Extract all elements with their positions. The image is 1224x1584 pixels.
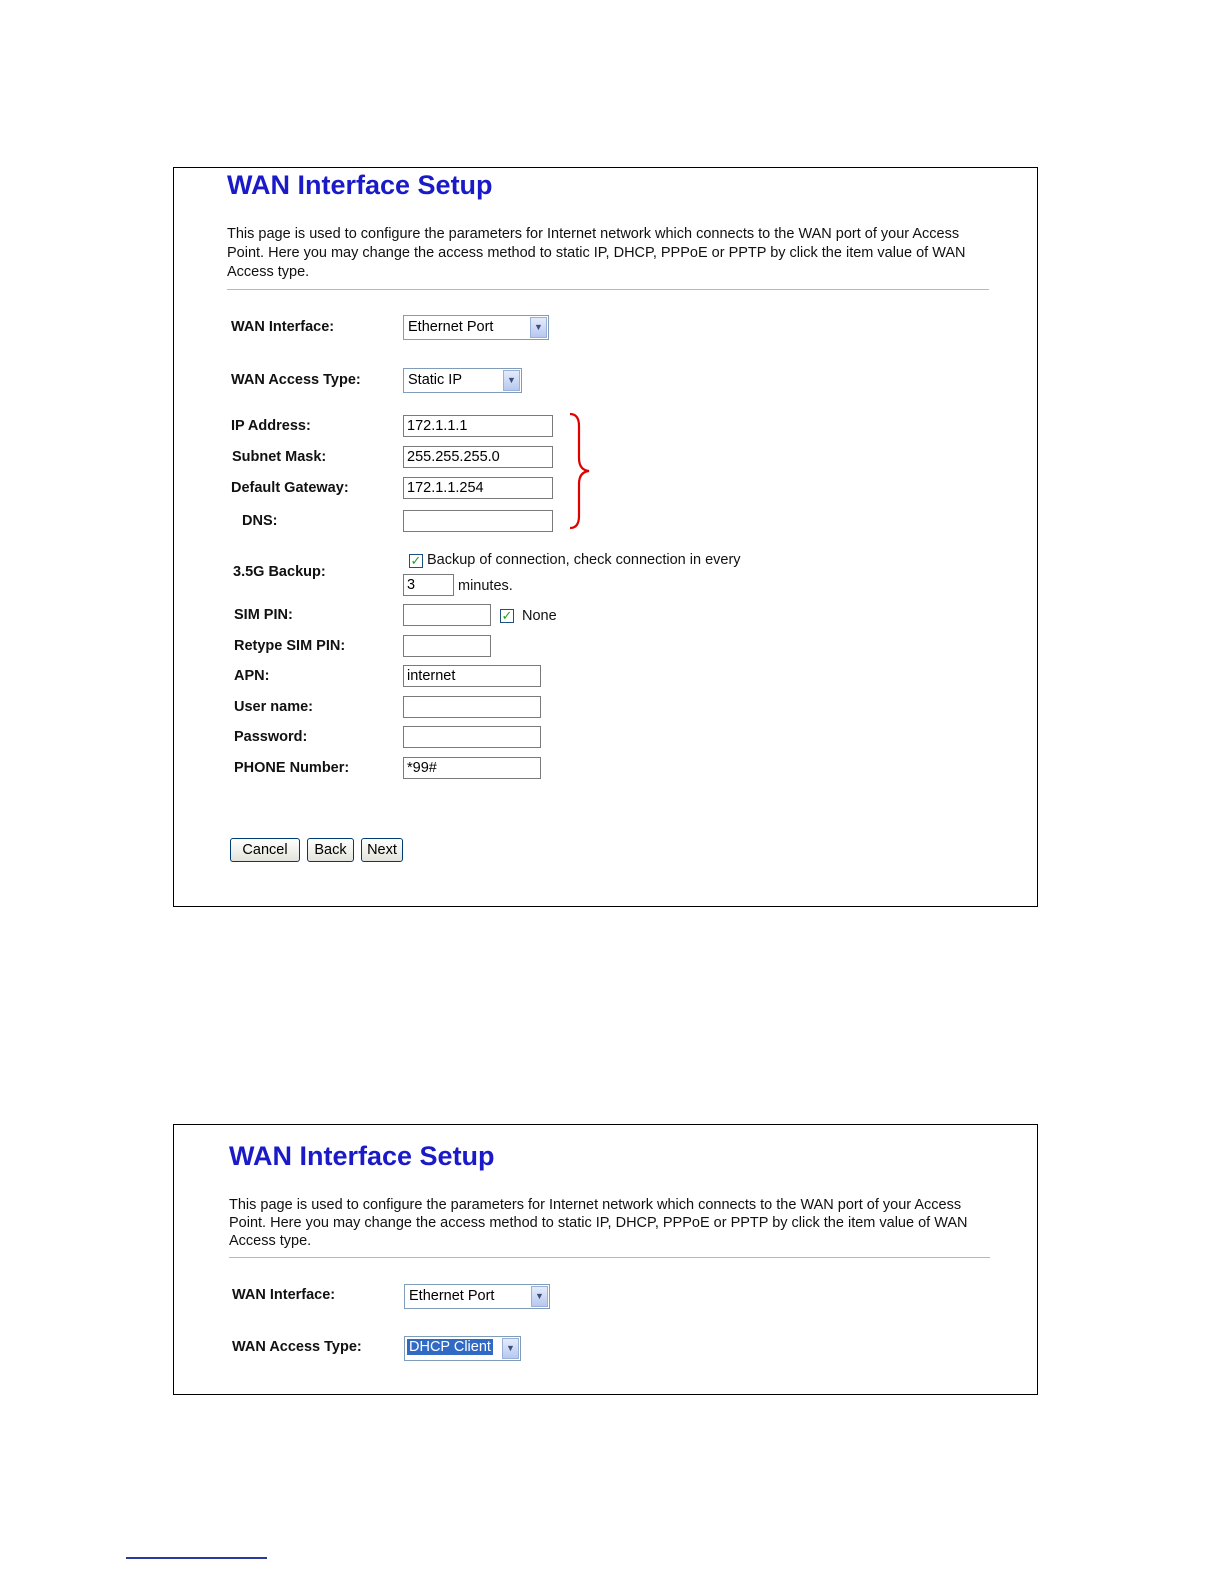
wan-interface-label: WAN Interface:	[231, 319, 335, 335]
wan-setup-static-ip-screenshot	[173, 167, 1038, 907]
wan-interface-value: Ethernet Port	[408, 319, 494, 335]
page-description: This page is used to configure the parameters for Internet network which connects to the WAN port of your Access Point. Here you may change the access method to static IP, DHCP, PPPoE or PPTP by click the item value of WAN Access type.	[229, 1197, 968, 1249]
wan-access-type-value: DHCP Client	[409, 1339, 491, 1355]
footnote-rule	[126, 1557, 267, 1559]
default-gateway-input[interactable]	[403, 477, 553, 499]
subnet-mask-input[interactable]	[403, 446, 553, 468]
wan-access-type-label: WAN Access Type:	[232, 1339, 362, 1355]
default-gateway-label: Default Gateway:	[231, 480, 349, 496]
user-name-input[interactable]	[403, 696, 541, 718]
chevron-down-icon[interactable]: ▼	[531, 1286, 548, 1307]
retype-sim-pin-label: Retype SIM PIN:	[234, 638, 346, 654]
checkmark-icon: ✓	[501, 608, 513, 623]
divider	[227, 289, 989, 290]
wan-access-type-select[interactable]	[404, 1336, 521, 1361]
wan-setup-dhcp-screenshot	[173, 1124, 1038, 1395]
apn-label: APN:	[234, 668, 270, 684]
backup-minutes-input[interactable]	[403, 574, 454, 596]
phone-number-input[interactable]	[403, 757, 541, 779]
wan-access-type-value: Static IP	[408, 372, 462, 388]
dns-label: DNS:	[242, 513, 278, 529]
sim-pin-input[interactable]	[403, 604, 491, 626]
cancel-button[interactable]: Cancel	[230, 838, 300, 862]
wan-interface-value: Ethernet Port	[409, 1288, 495, 1304]
dns-input[interactable]	[403, 510, 553, 532]
page-title: WAN Interface Setup	[229, 1141, 495, 1171]
sim-pin-none-checkbox[interactable]	[500, 609, 514, 623]
chevron-down-icon[interactable]: ▼	[530, 317, 547, 338]
backup-label: 3.5G Backup:	[233, 564, 326, 580]
right-brace-annotation	[567, 412, 597, 530]
wan-access-type-select[interactable]	[403, 368, 522, 393]
checkmark-icon: ✓	[410, 553, 422, 568]
wan-interface-select[interactable]	[404, 1284, 550, 1309]
password-label: Password:	[234, 729, 308, 745]
ip-address-label: IP Address:	[231, 418, 311, 434]
wan-access-type-label: WAN Access Type:	[231, 372, 361, 388]
backup-text: Backup of connection, check connection in every	[427, 552, 741, 568]
chevron-down-icon[interactable]: ▼	[502, 1338, 519, 1359]
sim-pin-label: SIM PIN:	[234, 607, 293, 623]
next-button[interactable]: Next	[361, 838, 403, 862]
back-button[interactable]: Back	[307, 838, 354, 862]
page-title: WAN Interface Setup	[227, 170, 493, 200]
divider	[229, 1257, 990, 1258]
password-input[interactable]	[403, 726, 541, 748]
apn-input[interactable]	[403, 665, 541, 687]
subnet-mask-label: Subnet Mask:	[232, 449, 327, 465]
wan-interface-label: WAN Interface:	[232, 1287, 336, 1303]
minutes-label: minutes.	[458, 578, 513, 594]
retype-sim-pin-input[interactable]	[403, 635, 491, 657]
page-description: This page is used to configure the parameters for Internet network which connects to the WAN port of your Access Point. Here you may change the access method to static IP, DHCP, PPPoE or PPTP by click the item value of WAN Access type.	[227, 226, 966, 280]
wan-interface-select[interactable]	[403, 315, 549, 340]
chevron-down-icon[interactable]: ▼	[503, 370, 520, 391]
ip-address-input[interactable]	[403, 415, 553, 437]
user-name-label: User name:	[234, 699, 313, 715]
sim-pin-none-label: None	[522, 608, 557, 624]
backup-checkbox[interactable]	[409, 554, 423, 568]
phone-number-label: PHONE Number:	[234, 760, 350, 776]
